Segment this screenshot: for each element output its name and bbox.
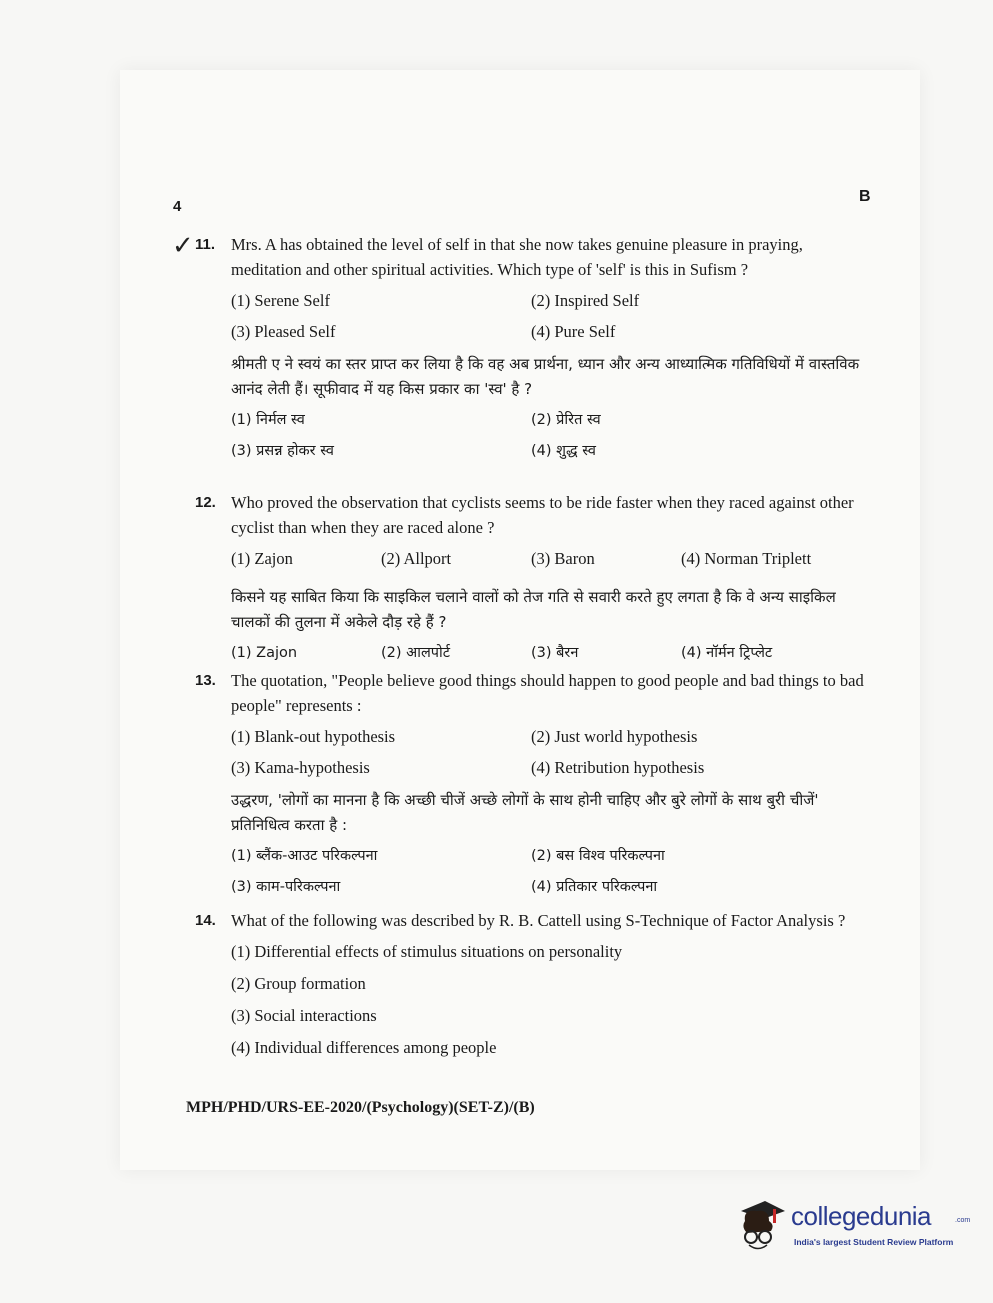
question-number: 12.	[195, 494, 216, 511]
page-number: 4	[173, 198, 182, 215]
hindi-option-1: (1) ब्लैंक-आउट परिकल्पना	[231, 848, 378, 864]
question-14	[195, 908, 875, 1060]
tick-mark-icon: ✓	[172, 231, 194, 261]
question-number: 13.	[195, 672, 216, 689]
hindi-option-2: (2) आलपोर्ट	[381, 645, 451, 661]
question-text: Mrs. A has obtained the level of self in that she now takes genuine pleasure in praying, meditation and other spiritual activities. Which type of 'self' is this in Sufism ?	[231, 235, 803, 279]
student-mascot-icon	[735, 1197, 787, 1253]
hindi-option-3: (3) काम-परिकल्पना	[231, 879, 341, 895]
logo-suffix: .com	[955, 1217, 971, 1224]
option-1: (1) Differential effects of stimulus situations on personality	[231, 942, 623, 961]
logo-wordmark: collegedunia	[791, 1201, 932, 1231]
option-4: (4) Retribution hypothesis	[531, 758, 705, 777]
options	[231, 288, 875, 344]
logo-tagline: India's largest Student Review Platform	[794, 1237, 954, 1247]
hindi-options	[231, 408, 875, 464]
set-code: B	[859, 188, 871, 205]
option-1: (1) Serene Self	[231, 291, 330, 310]
option-1: (1) Zajon	[231, 549, 293, 568]
question-11	[195, 232, 875, 464]
hindi-option-4: (4) प्रतिकार परिकल्पना	[531, 879, 658, 895]
option-2: (2) Allport	[381, 549, 452, 568]
hindi-question-text: किसने यह साबित किया कि साइकिल चलाने वालों को तेज गति से सवारी करते हुए लगता है कि वे अन्य साइकिल चालकों की तुलना में अकेले दौड़ रहे हैं ?	[231, 588, 836, 631]
hindi-option-3: (3) प्रसन्न होकर स्व	[231, 443, 334, 459]
option-3: (3) Baron	[531, 549, 595, 568]
hindi-option-1: (1) Zajon	[231, 645, 298, 661]
hindi-option-2: (2) बस विश्व परिकल्पना	[531, 848, 665, 864]
options	[231, 939, 875, 1060]
hindi-option-4: (4) शुद्ध स्व	[531, 443, 596, 459]
option-1: (1) Blank-out hypothesis	[231, 727, 396, 746]
question-12	[195, 490, 875, 666]
option-3: (3) Kama-hypothesis	[231, 758, 370, 777]
option-3: (3) Pleased Self	[231, 322, 336, 341]
hindi-option-3: (3) बैरन	[531, 645, 579, 661]
options	[231, 546, 875, 571]
options	[231, 724, 875, 780]
hindi-option-4: (4) नॉर्मन ट्रिप्लेट	[681, 645, 773, 661]
hindi-question-text: उद्धरण, 'लोगों का मानना है कि अच्छी चीजें अच्छे लोगों के साथ होनी चाहिए और बुरे लोगों के साथ बुरी चीजें' प्रतिनिधित्व करता है :	[231, 791, 819, 834]
question-text: Who proved the observation that cyclists seems to be ride faster when they raced against other cyclist than when they are raced alone ?	[231, 493, 854, 537]
question-number: 11.	[195, 236, 216, 253]
hindi-options	[231, 641, 875, 666]
hindi-options	[231, 844, 875, 900]
option-4: (4) Individual differences among people	[231, 1038, 497, 1057]
question-text: The quotation, "People believe good things should happen to good people and bad things to bad people" represents :	[231, 671, 864, 715]
question-text: What of the following was described by R. B. Cattell using S-Technique of Factor Analysis ?	[231, 911, 846, 930]
option-4: (4) Norman Triplett	[681, 549, 812, 568]
question-13	[195, 668, 875, 900]
option-3: (3) Social interactions	[231, 1006, 377, 1025]
footer-exam-code: MPH/PHD/URS-EE-2020/(Psychology)(SET-Z)/(B)	[186, 1099, 535, 1116]
collegedunia-logo	[735, 1195, 971, 1265]
hindi-option-1: (1) निर्मल स्व	[231, 412, 305, 428]
option-2: (2) Inspired Self	[531, 291, 640, 310]
option-2: (2) Just world hypothesis	[531, 727, 698, 746]
option-2: (2) Group formation	[231, 974, 366, 993]
hindi-question-text: श्रीमती ए ने स्वयं का स्तर प्राप्त कर लिया है कि वह अब प्रार्थना, ध्यान और अन्य आध्यात्मिक गतिविधियों में वास्तविक आनंद लेती हैं। सूफीवाद में यह किस प्रकार का 'स्व' है ?	[231, 355, 860, 398]
option-4: (4) Pure Self	[531, 322, 616, 341]
hindi-option-2: (2) प्रेरित स्व	[531, 412, 601, 428]
question-number: 14.	[195, 912, 216, 929]
